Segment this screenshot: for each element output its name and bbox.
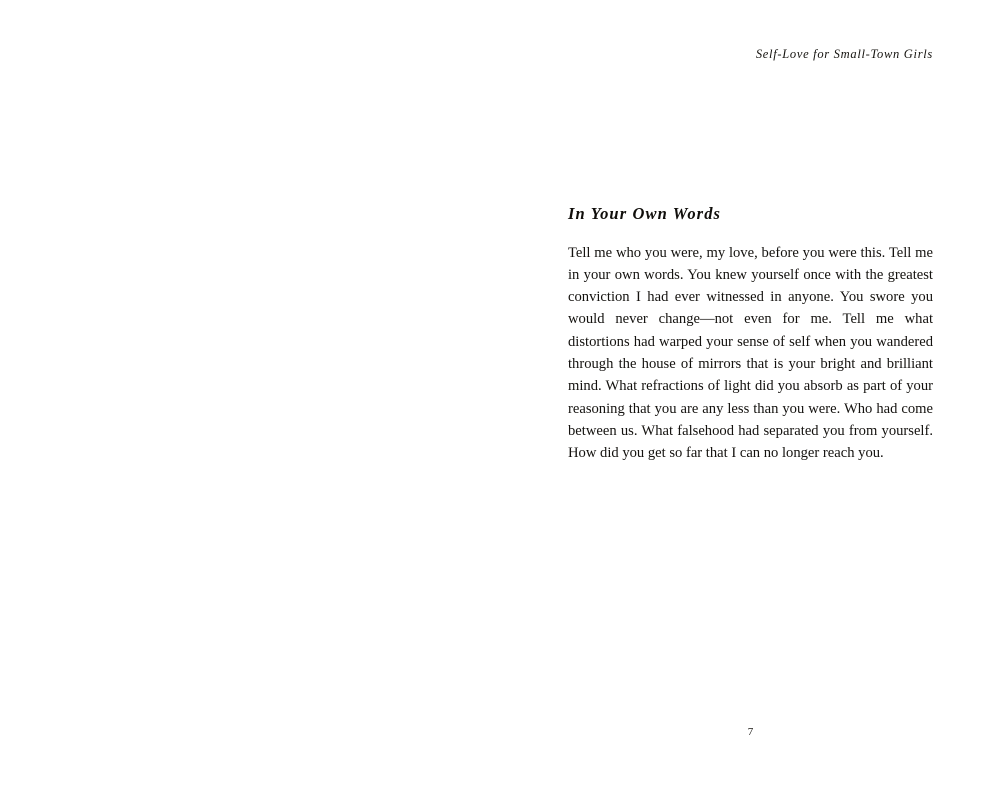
section-title: In Your Own Words [568,203,722,223]
body-paragraph: Tell me who you were, my love, before you were this. Tell me in your own words. You knew yourself once with the greatest conviction I had ever witnessed in anyone. You swore you would never change—not even for me. Tell me what distortions had warped your sense of self when you wandered through the house of mirrors that is your bright and brilliant mind. What refractions of light did you absorb as part of your reasoning that you are any less than you were. Who had come between us. What falsehood had separated you from yourself. How did you get so far that I can no longer reach you. [568,244,933,462]
page-number: 7 [747,726,754,738]
running-head: Self-Love for Small-Town Girls [755,47,933,61]
